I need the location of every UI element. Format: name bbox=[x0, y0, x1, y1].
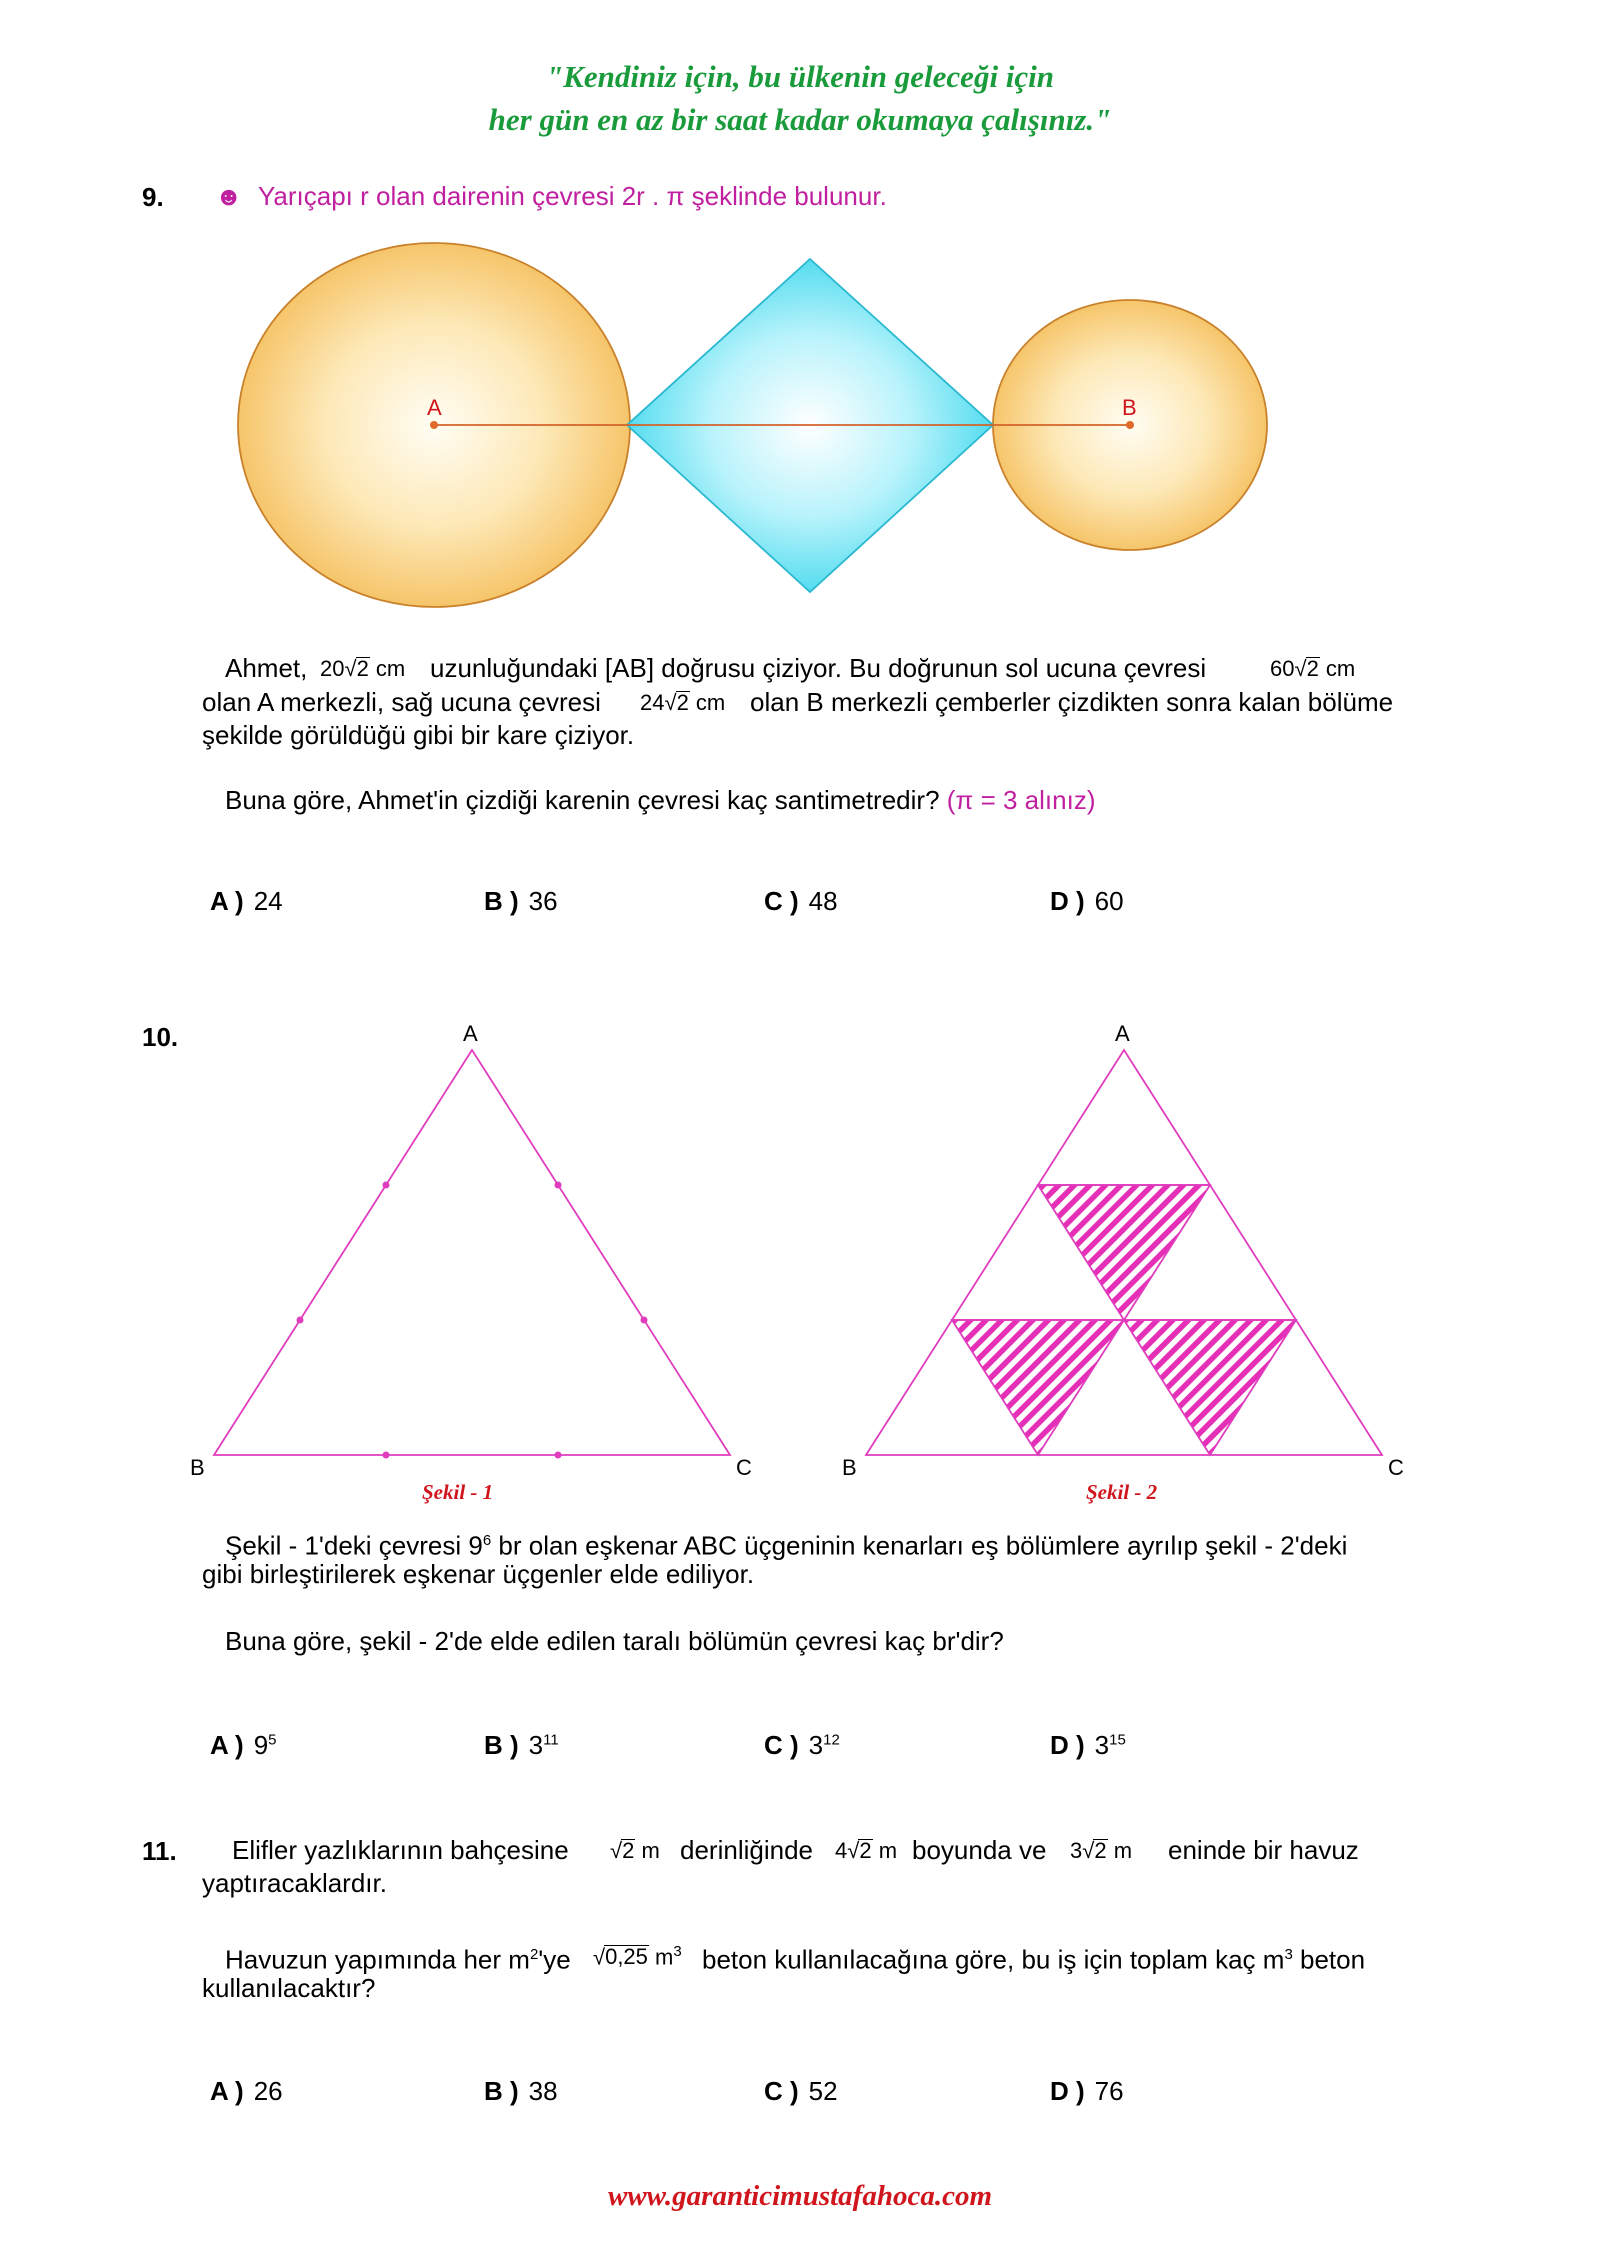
q9-body-text-1: Ahmet, bbox=[225, 653, 308, 683]
hint-smiley-icon: ☻ bbox=[215, 181, 243, 211]
q11-option-c[interactable]: C ) 52 bbox=[764, 2076, 838, 2106]
figure-1-caption: Şekil - 1 bbox=[422, 1480, 494, 1504]
math-20-sqrt2-cm: 20√2 cm bbox=[320, 656, 406, 681]
shaded-triangle-left bbox=[952, 1320, 1124, 1455]
q10-body-line-2: gibi birleştirilerek eşkenar üçgenler elde ediliyor. bbox=[202, 1559, 755, 1589]
figure-2-caption: Şekil - 2 bbox=[1086, 1480, 1158, 1504]
question-11-number: 11. bbox=[142, 1836, 177, 1866]
q11-body-text-1: Elifler yazlıklarının bahçesine bbox=[232, 1835, 569, 1865]
q9-option-d[interactable]: D ) 60 bbox=[1050, 886, 1124, 916]
division-point bbox=[297, 1317, 304, 1324]
division-point bbox=[383, 1182, 390, 1189]
fig2-vertex-b: B bbox=[842, 1455, 857, 1480]
division-point bbox=[555, 1182, 562, 1189]
triangles-figure bbox=[150, 1030, 1450, 1470]
center-point-a bbox=[430, 421, 438, 429]
math-4-sqrt2-m: 4√2 m bbox=[835, 1838, 898, 1863]
motto-line-1: "Kendiniz için, bu ülkenin geleceği için bbox=[545, 59, 1055, 94]
question-9-prompt: Buna göre, Ahmet'in çizdiği karenin çevresi kaç santimetredir? (π = 3 alınız) bbox=[225, 785, 1096, 815]
center-point-b bbox=[1126, 421, 1134, 429]
q9-body-text-5: şekilde görüldüğü gibi bir kare çiziyor. bbox=[202, 720, 635, 750]
fig2-vertex-a: A bbox=[1115, 1021, 1130, 1046]
footer-website-link[interactable]: www.garanticimustafahoca.com bbox=[607, 2180, 993, 2212]
question-11-prompt-part-1: Havuzun yapımında her $m^2'ye$ bbox=[225, 1944, 571, 1975]
shaded-triangle-top bbox=[1038, 1185, 1210, 1320]
q9-body-text-3: olan A merkezli, sağ ucuna çevresi bbox=[202, 687, 601, 717]
fig2-vertex-c: C bbox=[1388, 1455, 1404, 1480]
q11-option-b[interactable]: B ) 38 bbox=[484, 2076, 558, 2106]
q9-option-b[interactable]: B ) 36 bbox=[484, 886, 558, 916]
q10-body-line-1: Şekil - 1'deki çevresi $9^6$ br olan eşkenar ABC üçgeninin kenarları eş bölümlere ayrılıp şekil - 2'deki bbox=[225, 1530, 1348, 1561]
circle-label-b: B bbox=[1122, 395, 1137, 420]
fig1-vertex-b: B bbox=[190, 1455, 205, 1480]
circle-label-a: A bbox=[427, 395, 442, 420]
triangle-abc-figure-1 bbox=[214, 1050, 730, 1455]
shaded-triangle-right bbox=[1124, 1320, 1296, 1455]
division-point bbox=[383, 1452, 390, 1459]
circles-square-figure bbox=[230, 240, 1280, 610]
question-11-prompt-line-2: kullanılacaktır? bbox=[202, 1973, 376, 2003]
math-sqrt-0-25-m3: √0,25 $m^3$ bbox=[593, 1943, 682, 1970]
q9-option-a[interactable]: A ) 24 bbox=[210, 886, 283, 916]
fig1-vertex-a: A bbox=[463, 1021, 478, 1046]
fig1-vertex-c: C bbox=[736, 1455, 752, 1480]
q10-option-d[interactable]: D ) $3^{15}$ bbox=[1050, 1730, 1126, 1760]
math-60-sqrt2-cm: 60√2 cm bbox=[1270, 656, 1356, 681]
q10-option-a[interactable]: A ) $9^5$ bbox=[210, 1730, 277, 1760]
question-9-number: 9. bbox=[142, 182, 164, 212]
math-3-sqrt2-m: 3√2 m bbox=[1070, 1838, 1133, 1863]
question-10-prompt: Buna göre, şekil - 2'de elde edilen taralı bölümün çevresi kaç br'dir? bbox=[225, 1626, 1004, 1656]
q10-option-c[interactable]: C ) $3^{12}$ bbox=[764, 1730, 840, 1760]
division-point bbox=[641, 1317, 648, 1324]
math-sqrt2-m: √2 m bbox=[610, 1838, 660, 1863]
q11-body-text-2: derinliğinde bbox=[680, 1835, 813, 1865]
math-24-sqrt2-cm: 24√2 cm bbox=[640, 690, 726, 715]
division-point bbox=[555, 1452, 562, 1459]
q11-body-text-3: boyunda ve bbox=[912, 1835, 1047, 1865]
question-10-number: 10. bbox=[142, 1022, 179, 1052]
q11-option-a[interactable]: A ) 26 bbox=[210, 2076, 283, 2106]
q11-body-text-5: yaptıracaklardır. bbox=[202, 1868, 387, 1898]
question-9-hint: Yarıçapı r olan dairenin çevresi 2r . π şeklinde bulunur. bbox=[258, 181, 887, 211]
q9-body-text-2: uzunluğundaki [AB] doğrusu çiziyor. Bu doğrunun sol ucuna çevresi bbox=[430, 653, 1207, 683]
q9-option-c[interactable]: C ) 48 bbox=[764, 886, 838, 916]
q11-option-d[interactable]: D ) 76 bbox=[1050, 2076, 1124, 2106]
q10-option-b[interactable]: B ) $3^{11}$ bbox=[484, 1730, 559, 1760]
question-11-prompt-part-2: beton kullanılacağına göre, bu iş için toplam kaç $m^3$ beton bbox=[702, 1944, 1366, 1975]
motto-line-2: her gün en az bir saat kadar okumaya çalışınız." bbox=[488, 102, 1112, 137]
q9-body-text-4: olan B merkezli çemberler çizdikten sonra kalan bölüme bbox=[750, 687, 1394, 717]
q11-body-text-4: eninde bir havuz bbox=[1168, 1835, 1359, 1865]
